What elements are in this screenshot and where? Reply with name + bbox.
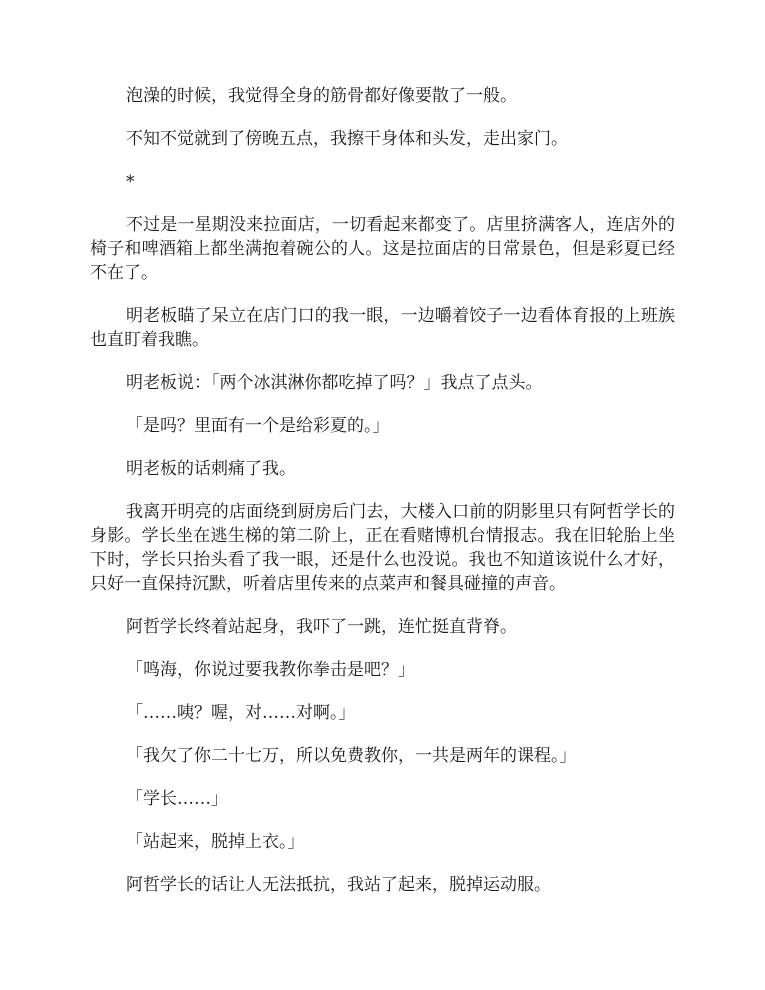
- paragraph: 明老板说：「两个冰淇淋你都吃掉了吗？」我点了点头。: [126, 373, 543, 393]
- paragraph: 阿哲学长的话让人无法抵抗，我站了起来，脱掉运动服。: [126, 875, 551, 895]
- paragraph: 不知不觉就到了傍晚五点，我擦干身体和头发，走出家门。: [126, 129, 568, 149]
- paragraph: 不过是一星期没来拉面店，一切看起来都变了。店里挤满客人，连店外的椅子和啤酒箱上都坐满抱着碗公的人。这是拉面店的日常景色，但是彩夏已经不在了。: [90, 215, 675, 283]
- section-separator: *: [126, 172, 135, 192]
- paragraph: 「是吗？里面有一个是给彩夏的。」: [126, 416, 390, 436]
- paragraph: 「鸣海，你说过要我教你拳击是吧？」: [126, 660, 415, 680]
- paragraph: 泡澡的时候，我觉得全身的筋骨都好像要散了一般。: [126, 86, 517, 106]
- paragraph: 阿哲学长终着站起身，我吓了一跳，连忙挺直背脊。: [126, 617, 517, 637]
- paragraph: 我离开明亮的店面绕到厨房后门去，大楼入口前的阴影里只有阿哲学长的身影。学长坐在逃生梯的第二阶上，正在看赌博机台情报志。我在旧轮胎上坐下时，学长只抬头看了我一眼，还是什么也没说。我也不知道该说什么才好，只好一直保持沉默，听着店里传来的点菜声和餐具碰撞的声音。: [90, 502, 675, 594]
- paragraph: 明老板的话刺痛了我。: [126, 459, 296, 479]
- body-text: [90, 84, 675, 916]
- paragraph: 明老板瞄了呆立在店门口的我一眼，一边嚼着饺子一边看体育报的上班族也直盯着我瞧。: [90, 306, 675, 350]
- paragraph: 「站起来，脱掉上衣。」: [126, 832, 305, 852]
- paragraph: 「……咦？喔，对……对啊。」: [126, 703, 356, 723]
- paragraph: 「我欠了你二十七万，所以免费教你，一共是两年的课程。」: [126, 746, 577, 766]
- paragraph: 「学长……」: [126, 789, 228, 809]
